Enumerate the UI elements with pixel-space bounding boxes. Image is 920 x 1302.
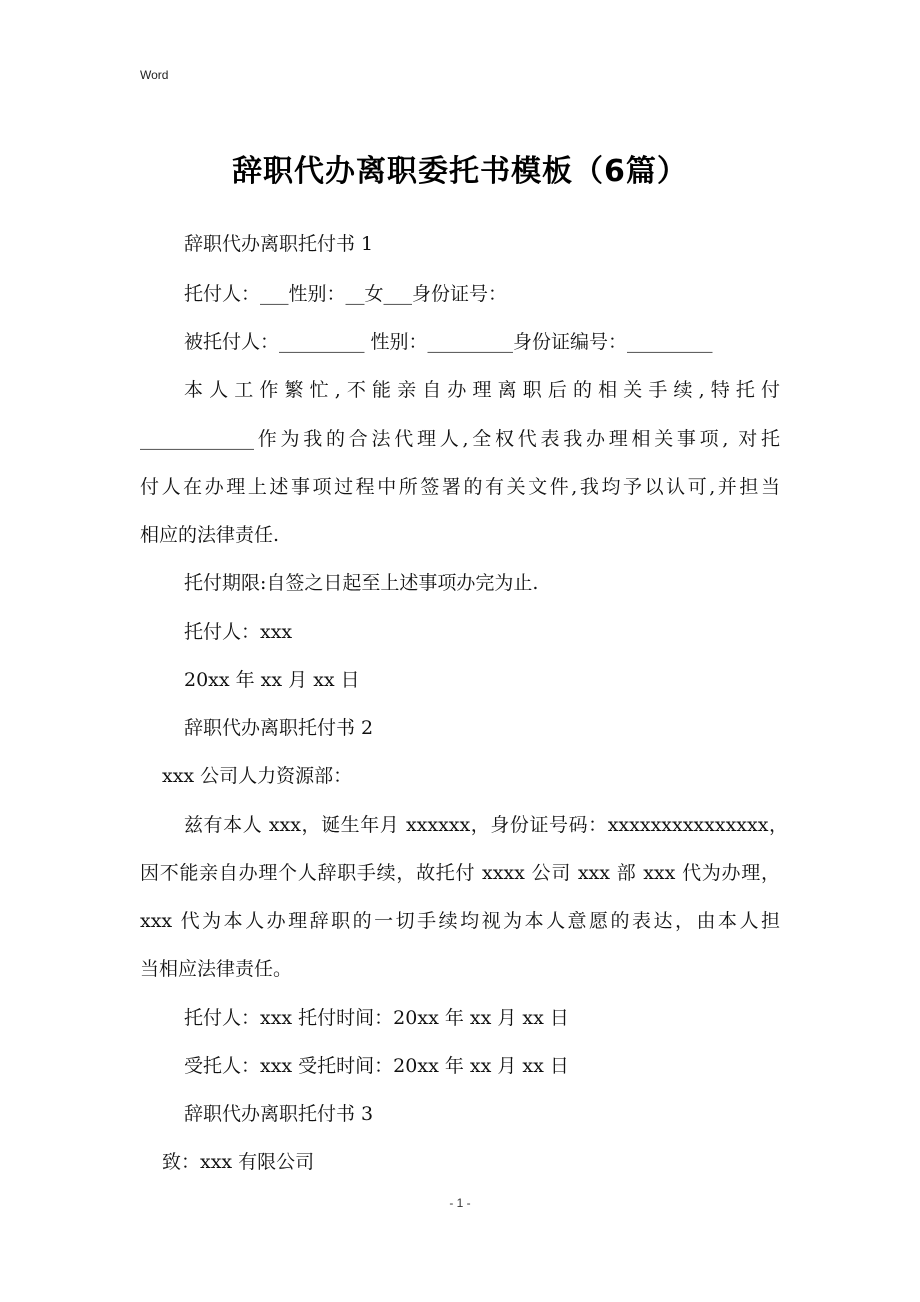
header-label: Word [140, 68, 169, 82]
agent-info-line: 被托付人：_________ 性别：_________身份证编号：_________ [184, 331, 713, 353]
addressee-line: 致：xxx 有限公司 [162, 1151, 315, 1173]
addressee-line: xxx 公司人力资源部： [162, 765, 353, 787]
paragraph-line: 因不能亲自办理个人辞职手续，故托付 xxxx 公司 xxx 部 xxx 代为办理， [140, 862, 780, 884]
section-heading-3: 辞职代办离职托付书 3 [184, 1103, 374, 1125]
principal-signature-line: 托付人：xxx 托付时间：20xx 年 xx 月 xx 日 [184, 1007, 569, 1029]
section-heading-2: 辞职代办离职托付书 2 [184, 717, 374, 739]
paragraph-line: ____________作为我的合法代理人,全权代表我办理相关事项, 对托 [140, 428, 780, 450]
signature-line: 托付人：xxx [184, 621, 293, 643]
term-line: 托付期限:自签之日起至上述事项办完为止. [184, 572, 539, 594]
section-heading-1: 辞职代办离职托付书 1 [184, 233, 374, 255]
paragraph-line: 付人在办理上述事项过程中所签署的有关文件,我均予以认可,并担当 [140, 476, 780, 498]
page-number: - 1 - [449, 1196, 471, 1210]
date-line: 20xx 年 xx 月 xx 日 [184, 669, 360, 691]
paragraph-line: 兹有本人 xxx，诞生年月 xxxxxx，身份证号码：xxxxxxxxxxxxxxx， [184, 814, 788, 836]
paragraph-line: 本人工作繁忙,不能亲自办理离职后的相关手续,特托付 [184, 379, 780, 401]
paragraph-line: 当相应法律责任。 [140, 958, 293, 980]
paragraph-line: 相应的法律责任. [140, 524, 280, 546]
agent-signature-line: 受托人：xxx 受托时间：20xx 年 xx 月 xx 日 [184, 1055, 569, 1077]
paragraph-line: xxx 代为本人办理辞职的一切手续均视为本人意愿的表达，由本人担 [140, 910, 780, 932]
principal-info-line: 托付人：___性别：__女___身份证号： [184, 283, 508, 305]
document-title: 辞职代办离职委托书模板（6篇） [232, 154, 688, 189]
